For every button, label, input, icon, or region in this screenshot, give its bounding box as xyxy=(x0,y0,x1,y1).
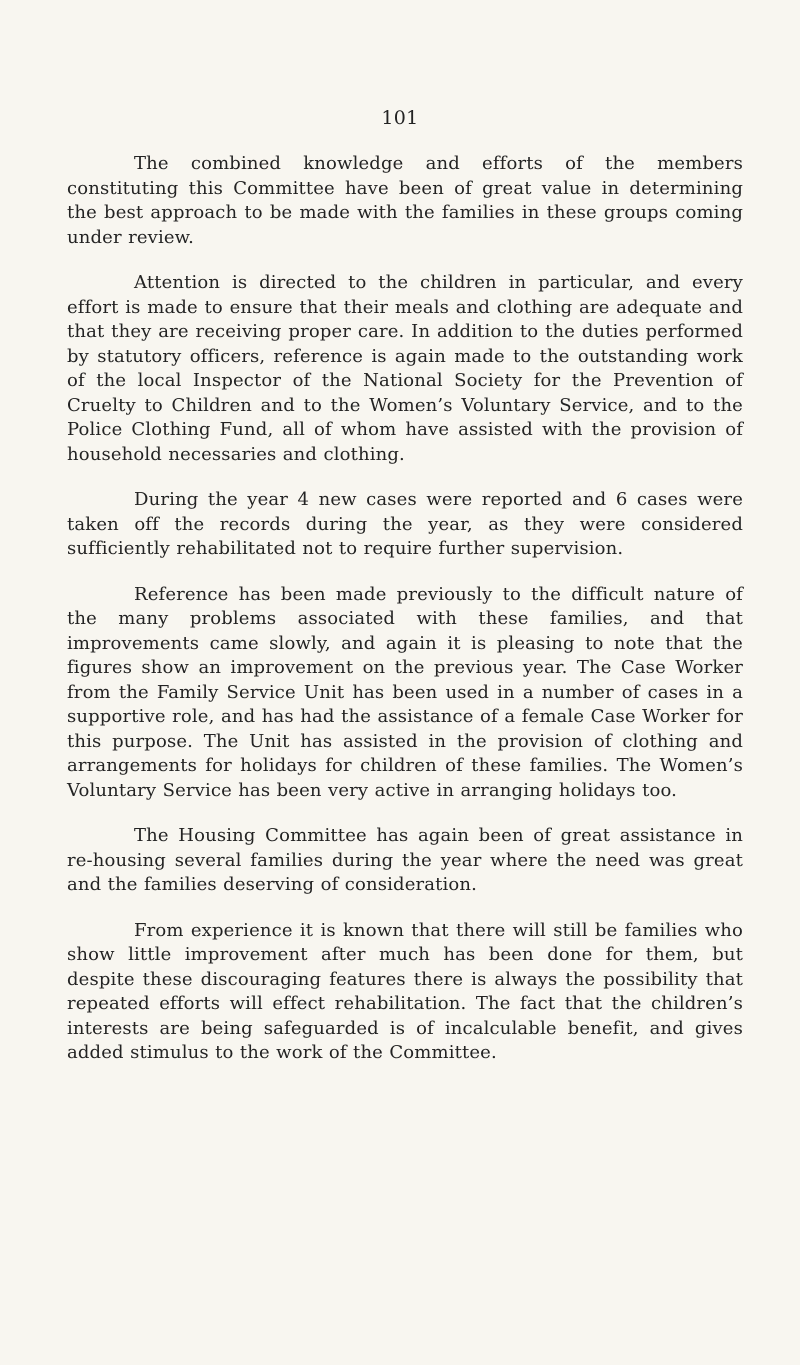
paragraph-family-service-unit: Reference has been made previously to the difficult nature of the many problems associated with these families, and that improvements came slowly, and again it is pleasing to note that the figures show an improvement on the previous year. The Case Worker from the Family Service Unit has been used in a number of cases in a supportive role, and has had the assistance of a female Case Worker for this purpose. The Unit has assisted in the provision of clothing and arrangements for holidays for children of these families. The Women’s Voluntary Service has been very active in arranging holidays too. xyxy=(67,583,743,801)
body-text xyxy=(67,152,743,1087)
paragraph-case-counts: During the year 4 new cases were reported and 6 cases were taken off the records during the year, as they were considered sufficiently rehabilitated not to require further supervision. xyxy=(67,489,743,559)
paragraph-rehabilitation: From experience it is known that there will still be families who show little improvement after much has been done for them, but despite these discouraging features there is always the possibility that repeated efforts will effect rehabilitation. The fact that the children’s interests are being safeguarded is of incalculable benefit, and gives added stimulus to the work of the Committee. xyxy=(67,919,743,1063)
page-number: 101 xyxy=(381,107,419,129)
paragraph-children-care: Attention is directed to the children in particular, and every effort is made to ensure that their meals and clothing are adequate and that they are receiving proper care. In addition to the duties performed by statutory officers, reference is again made to the outstanding work of the local Inspector of the National Society for the Prevention of Cruelty to Children and to the Women’s Voluntary Service, and to the Police Clothing Fund, all of whom have assisted with the provision of household necessaries and clothing. xyxy=(67,272,743,465)
paragraph-committee-knowledge: The combined knowledge and efforts of the members constituting this Committee have been of great value in determining the best approach to be made with the families in these groups coming under review. xyxy=(67,153,743,248)
paragraph-housing-committee: The Housing Committee has again been of great assistance in re-housing several families during the year where the need was great and the families deserving of consideration. xyxy=(67,825,743,895)
